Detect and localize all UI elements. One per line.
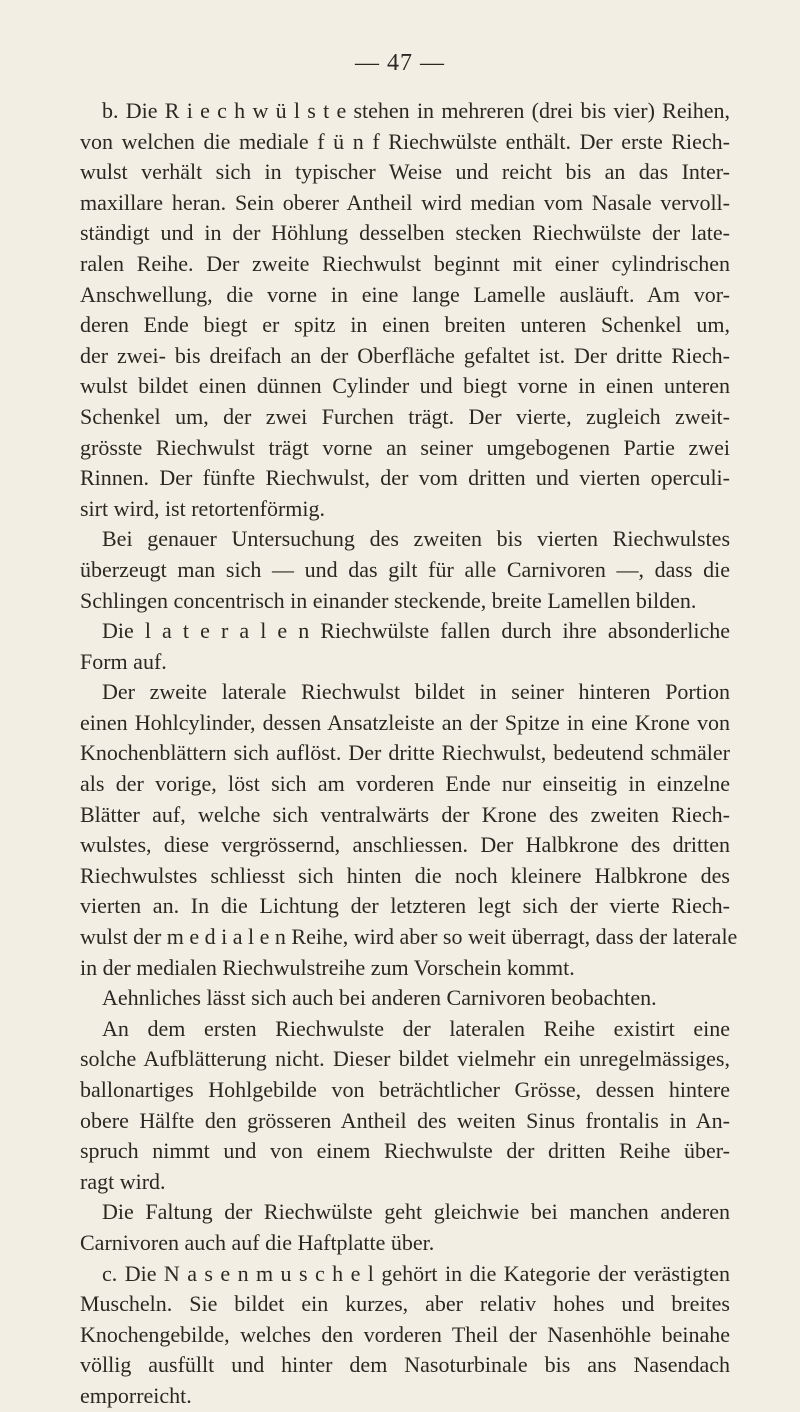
text-line: als der vorige, löst sich am vorderen Ende nur einseitig in einzelne [80,771,730,797]
text-line: Knochenblättern sich auflöst. Der dritte Riechwulst, bedeutend schmäler [80,740,730,766]
text-line: Anschwellung, die vorne in eine lange Lamelle ausläuft. Am vor- [80,281,730,307]
text-line: völlig ausfüllt und hinter dem Nasoturbinale bis ans Nasendach [80,1352,730,1378]
text-line: ralen Reihe. Der zweite Riechwulst beginnt mit einer cylindrischen [80,250,730,276]
text-line: Bei genauer Untersuchung des zweiten bis vierten Riechwulstes [102,526,730,552]
text-line: vierten an. In die Lichtung der letzteren legt sich der vierte Riech- [80,893,730,919]
text-line: Schenkel um, der zwei Furchen trägt. Der vierte, zugleich zweit- [80,403,730,429]
text-line: b. Die R i e c h w ü l s t e stehen in mehreren (drei bis vier) Reihen, [102,98,730,123]
text-line: Die Faltung der Riechwülste geht gleichwie bei manchen anderen [102,1199,730,1225]
text-line: c. Die N a s e n m u s c h e l gehört in die Kategorie der verästigten [102,1260,730,1286]
text-line: grösste Riechwulst trägt vorne an seiner umgebogenen Partie zwei [80,434,730,460]
text-line: obere Hälfte den grösseren Antheil des weiten Sinus frontalis in An- [80,1107,730,1133]
text-line: ballonartiges Hohlgebilde von beträchtlicher Grösse, dessen hintere [80,1077,730,1102]
text-line: Carnivoren auch auf die Haftplatte über. [80,1229,435,1255]
text-line: maxillare heran. Sein oberer Antheil wird median vom Nasale vervoll- [80,189,730,215]
text-line: Aehnliches lässt sich auch bei anderen Carnivoren beobachten. [102,985,657,1011]
text-line: Schlingen concentrisch in einander steckende, breite Lamellen bilden. [80,587,697,613]
text-line: Der zweite laterale Riechwulst bildet in seiner hinteren Portion [102,679,730,705]
text-line: emporreicht. [80,1382,192,1408]
text-line: ständigt und in der Höhlung desselben stecken Riechwülste der late- [80,220,730,246]
text-line: sirt wird, ist retortenförmig. [80,495,326,521]
text-line: einen Hohlcylinder, dessen Ansatzleiste an der Spitze in eine Krone von [80,709,730,735]
text-line: Rinnen. Der fünfte Riechwulst, der vom dritten und vierten operculi- [80,465,730,491]
text-line: Knochengebilde, welches den vorderen Theil der Nasenhöhle beinahe [80,1321,730,1347]
body-text [80,96,738,1412]
text-line: wulst der m e d i a l e n Reihe, wird aber so weit überragt, dass der laterale [80,924,738,950]
text-line: Form auf. [80,648,167,674]
text-line: Muscheln. Sie bildet ein kurzes, aber relativ hohes und breites [80,1291,730,1317]
text-line: ragt wird. [80,1168,166,1194]
text-line: überzeugt man sich — und das gilt für alle Carnivoren —, dass die [80,556,730,582]
text-line: spruch nimmt und von einem Riechwulste der dritten Reihe über- [80,1138,730,1164]
text-line: wulst bildet einen dünnen Cylinder und biegt vorne in einen unteren [80,373,730,399]
text-line: in der medialen Riechwulstreihe zum Vorschein kommt. [80,954,575,980]
text-line: wulstes, diese vergrössernd, anschliessen. Der Halbkrone des dritten [80,832,730,858]
text-line: deren Ende biegt er spitz in einen breiten unteren Schenkel um, [80,312,730,338]
page-number: — 47 — [355,50,445,76]
text-line: der zwei- bis dreifach an der Oberfläche gefaltet ist. Der dritte Riech- [80,342,730,368]
text-line: Blätter auf, welche sich ventralwärts der Krone des zweiten Riech- [80,801,730,827]
text-line: von welchen die mediale f ü n f Riechwülste enthält. Der erste Riech- [80,128,730,154]
text-line: solche Aufblätterung nicht. Dieser bildet vielmehr ein unregelmässiges, [80,1046,730,1072]
text-line: Riechwulstes schliesst sich hinten die noch kleinere Halbkrone des [80,862,730,888]
text-line: wulst verhält sich in typischer Weise und reicht bis an das Inter- [80,159,730,185]
text-line: An dem ersten Riechwulste der lateralen Reihe existirt eine [102,1015,730,1041]
text-line: Die l a t e r a l e n Riechwülste fallen durch ihre absonderliche [102,618,730,644]
